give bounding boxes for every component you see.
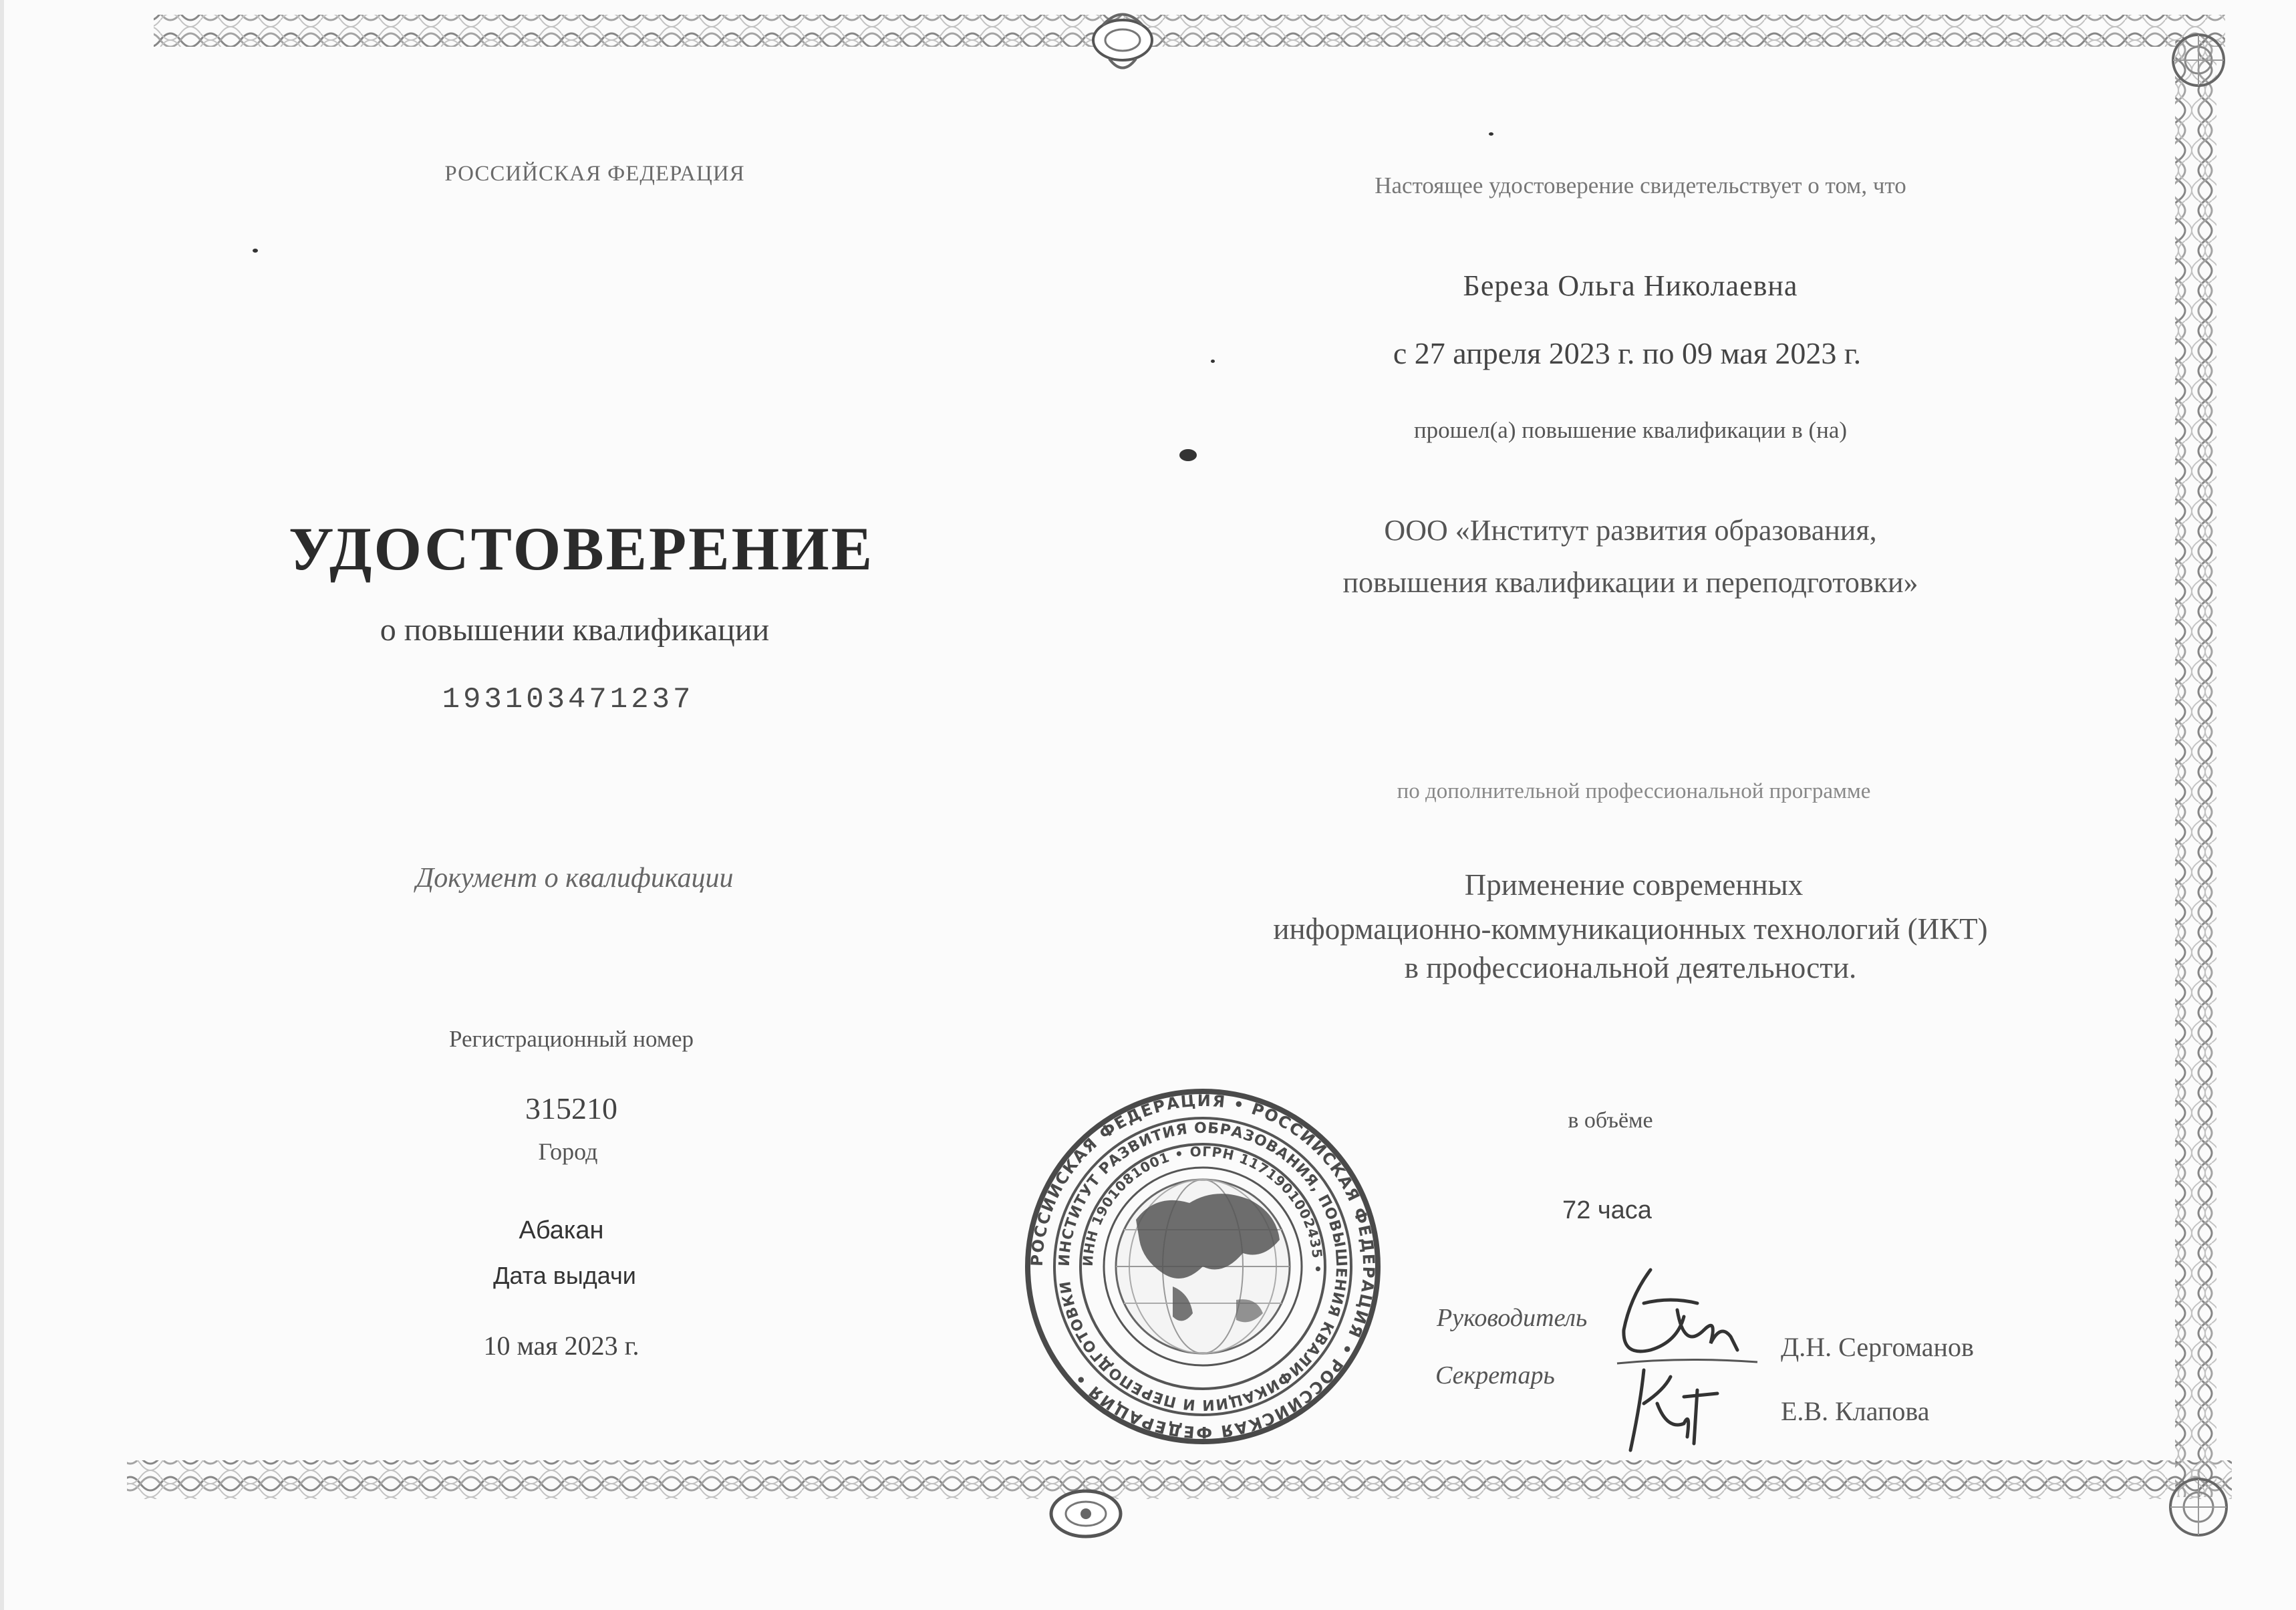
registration-number-value: 315210	[525, 1091, 617, 1125]
seal-outer-text: РОССИЙСКАЯ ФЕДЕРАЦИЯ • РОССИЙСКАЯ ФЕДЕРАЦИЯ • РОССИЙСКАЯ ФЕДЕРАЦИЯ •	[1027, 1091, 1379, 1442]
organization-seal	[1022, 1086, 1383, 1447]
secretary-role-label: Секретарь	[1435, 1361, 1555, 1389]
country-label: РОССИЙСКАЯ ФЕДЕРАЦИЯ	[444, 162, 745, 186]
document-title: УДОСТОВЕРЕНИЕ	[288, 515, 875, 583]
person-name: Береза Ольга Николаевна	[1463, 269, 1798, 302]
program-line-2: информационно-коммуникационных технологий (ИКТ)	[1273, 912, 1988, 946]
volume-label: в объёме	[1568, 1108, 1653, 1133]
program-line-1: Применение современных	[1464, 868, 1804, 902]
secretary-name: Е.В. Клапова	[1781, 1396, 1930, 1426]
scan-speck	[1211, 360, 1215, 363]
globe-icon	[1116, 1180, 1290, 1353]
scan-speck	[1179, 449, 1197, 461]
document-subtitle: о повышении квалификации	[380, 612, 770, 648]
intro-text: Настоящее удостоверение свидетельствует о том, что	[1375, 172, 1906, 198]
scan-speck	[1489, 132, 1493, 136]
program-line-3: в профессиональной деятельности.	[1404, 951, 1857, 984]
issue-date-label: Дата выдачи	[493, 1262, 636, 1289]
head-role-label: Руководитель	[1437, 1304, 1588, 1332]
registration-number-label: Регистрационный номер	[448, 1026, 694, 1052]
city-value: Абакан	[519, 1216, 604, 1244]
document-number: 193103471237	[442, 683, 694, 716]
organization-line-2: повышения квалификации и переподготовки»	[1342, 566, 1918, 599]
city-label: Город	[538, 1138, 598, 1165]
head-name: Д.Н. Сергоманов	[1781, 1332, 1974, 1362]
seal-id-text: ИНН 1901081001 • ОГРН 1171901002435 •	[1079, 1143, 1326, 1274]
issue-date-value: 10 мая 2023 г.	[483, 1331, 639, 1361]
program-label: по дополнительной профессиональной программе	[1397, 779, 1871, 803]
seal-inner-text: ИНСТИТУТ РАЗВИТИЯ ОБРАЗОВАНИЯ, ПОВЫШЕНИЯ КВАЛИФИКАЦИИ И ПЕРЕПОДГОТОВКИ	[1056, 1119, 1350, 1414]
volume-value: 72 часа	[1562, 1196, 1652, 1224]
training-period: с 27 апреля 2023 г. по 09 мая 2023 г.	[1393, 336, 1862, 370]
scan-speck	[253, 249, 258, 253]
head-signature	[1604, 1256, 1764, 1377]
secretary-signature	[1617, 1363, 1751, 1457]
document-type: Документ о квалификации	[416, 863, 734, 894]
passed-text: прошел(а) повышение квалификации в (на)	[1413, 417, 1848, 443]
organization-line-1: ООО «Институт развития образования,	[1384, 514, 1877, 547]
